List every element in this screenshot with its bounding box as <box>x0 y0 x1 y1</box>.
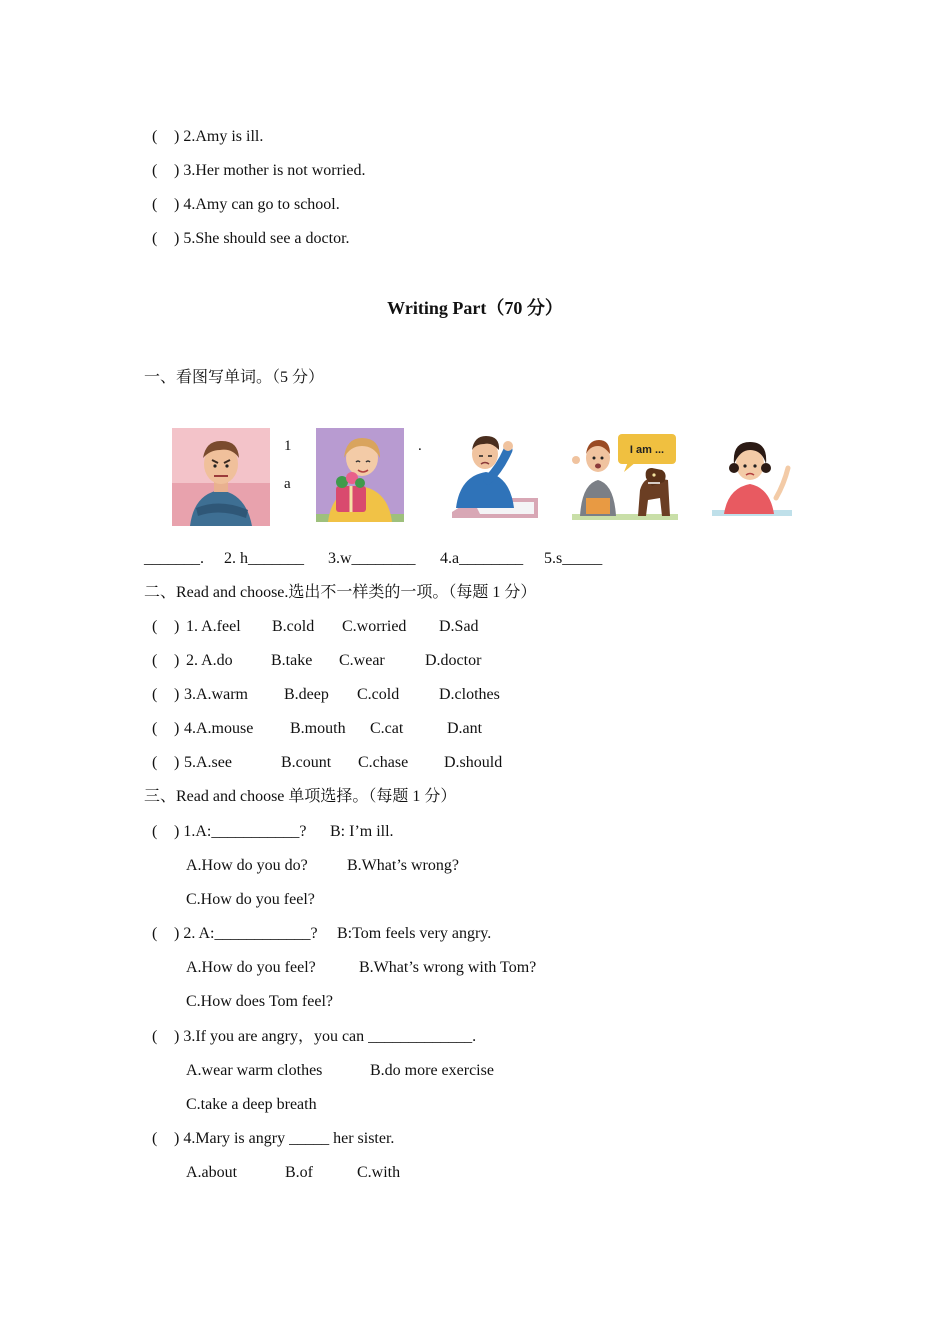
option-a: 4.A.mouse <box>184 720 254 737</box>
paren-close: ) <box>174 754 180 771</box>
answer-paren: ( <box>152 618 158 635</box>
blank-3[interactable]: 3.w________ <box>328 550 416 567</box>
answer-paren: ( <box>152 823 158 840</box>
section3-heading: 三、Read and choose 单项选择。（每题 1 分） <box>144 788 457 805</box>
option-d: D.Sad <box>439 618 479 635</box>
option-a: 1. A.feel <box>186 618 241 635</box>
option-b: B.count <box>281 754 332 771</box>
option-b: B.of <box>285 1164 313 1181</box>
answer-paren: ( <box>152 1130 158 1147</box>
option-a: A.How do you do? <box>186 857 308 874</box>
option-c: C.cat <box>370 720 404 737</box>
picture-mark-1: 1 <box>284 438 292 454</box>
option-d: D.doctor <box>425 652 482 669</box>
paren-close: ) <box>174 720 180 737</box>
answer-paren: ( <box>152 686 158 703</box>
answer-paren: ( <box>152 128 158 145</box>
answer-paren: ( <box>152 652 158 669</box>
picture-scared-boy-dog <box>572 428 678 526</box>
option-c: C.cold <box>357 686 400 703</box>
option-a: 5.A.see <box>184 754 232 771</box>
option-b: B.deep <box>284 686 329 703</box>
question-stem: ) 2. A:____________? <box>174 925 318 942</box>
picture-mark-dot: . <box>418 438 422 454</box>
statement-text: ) 4.Amy can go to school. <box>174 196 340 213</box>
answer-paren: ( <box>152 754 158 771</box>
option-c: C.How does Tom feel? <box>186 993 333 1010</box>
picture-worried-boy <box>444 428 542 526</box>
answer-paren: ( <box>152 230 158 247</box>
answer-paren: ( <box>152 720 158 737</box>
paren-close: ) <box>174 618 180 635</box>
answer-paren: ( <box>152 1028 158 1045</box>
section2-heading: 二、Read and choose.选出不一样类的一项。（每题 1 分） <box>144 584 537 601</box>
option-c: C.worried <box>342 618 407 635</box>
option-c: C.How do you feel? <box>186 891 315 908</box>
option-b: B.What’s wrong? <box>347 857 459 874</box>
option-a: A.about <box>186 1164 238 1181</box>
answer-paren: ( <box>152 196 158 213</box>
blank-5[interactable]: 5.s_____ <box>544 550 603 567</box>
blank-4[interactable]: 4.a________ <box>440 550 524 567</box>
question-response: B:Tom feels very angry. <box>337 925 492 942</box>
question-stem: ) 4.Mary is angry _____ her sister. <box>174 1130 395 1147</box>
option-b: B.cold <box>272 618 315 635</box>
option-c: C.wear <box>339 652 385 669</box>
option-c: C.take a deep breath <box>186 1096 317 1113</box>
section1-heading: 一、看图写单词。（5 分） <box>144 369 325 386</box>
option-a: A.wear warm clothes <box>186 1062 323 1079</box>
option-b: B.do more exercise <box>370 1062 494 1079</box>
option-d: D.ant <box>447 720 483 737</box>
option-d: D.clothes <box>439 686 500 703</box>
question-response: B: I’m ill. <box>330 823 394 840</box>
option-a: 3.A.warm <box>184 686 248 703</box>
picture-happy-girl-gift <box>316 428 404 526</box>
blank-2[interactable]: 2. h_______ <box>224 550 304 567</box>
option-b: B.What’s wrong with Tom? <box>359 959 537 976</box>
blank-1[interactable]: _______. <box>144 550 204 567</box>
statement-text: ) 5.She should see a doctor. <box>174 230 350 247</box>
picture-mark-a: a <box>284 476 291 492</box>
option-c: C.chase <box>358 754 409 771</box>
option-b: B.mouth <box>290 720 346 737</box>
speech-bubble-text: I am ... <box>629 444 665 456</box>
statement-text: ) 3.Her mother is not worried. <box>174 162 366 179</box>
picture-sad-girl <box>712 428 792 526</box>
answer-paren: ( <box>152 162 158 179</box>
option-b: B.take <box>271 652 313 669</box>
paren-close: ) <box>174 686 180 703</box>
question-stem: ) 3.If you are angry，you can _____________. <box>174 1028 477 1045</box>
writing-part-title: Writing Part（70 分） <box>387 298 563 318</box>
picture-angry-boy <box>172 428 270 526</box>
paren-close: ) <box>174 652 180 669</box>
option-a: 2. A.do <box>186 652 233 669</box>
option-c: C.with <box>357 1164 401 1181</box>
option-a: A.How do you feel? <box>186 959 316 976</box>
answer-paren: ( <box>152 925 158 942</box>
question-stem: ) 1.A:___________? <box>174 823 307 840</box>
option-d: D.should <box>444 754 503 771</box>
statement-text: ) 2.Amy is ill. <box>174 128 264 145</box>
